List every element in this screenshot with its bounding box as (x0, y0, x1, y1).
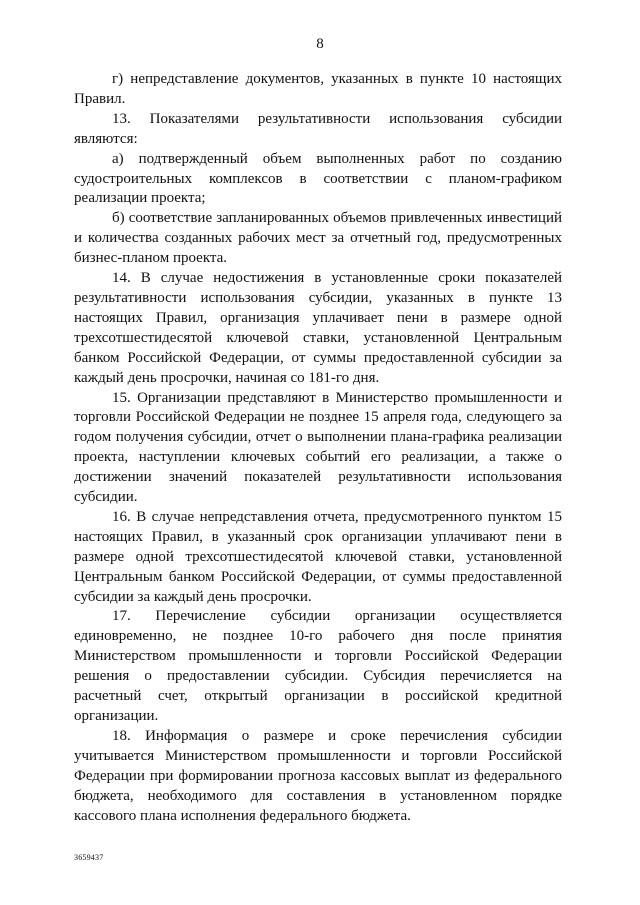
document-code: 3659437 (74, 853, 104, 862)
paragraph-15: 15. Организации представляют в Министерство промышленности и торговли Российской Федерации не позднее 15 апреля года, следующего за годом получения субсидии, отчет о выполнении плана-графика реализации проекта, наступлении ключевых событий его реализации, а также о достижении значений показателей результативности использования субсидии. (74, 389, 562, 506)
paragraph-18: 18. Информация о размере и сроке перечисления субсидии учитывается Министерством промышленности и торговли Российской Федерации при формировании прогноза кассовых выплат из федерального бюджета, необходимого для составления в установленном порядке кассового плана исполнения федерального бюджета. (74, 727, 562, 824)
paragraph-item-b: б) соответствие запланированных объемов привлеченных инвестиций и количества созданных рабочих мест за отчетный год, предусмотренных бизнес-планом проекта. (74, 210, 562, 267)
paragraph-item-a: а) подтвержденный объем выполненных работ по созданию судостроительных комплексов в соответствии с планом-графиком реализации проекта; (74, 150, 562, 207)
page-number: 8 (316, 36, 324, 52)
paragraph-13: 13. Показателями результативности использования субсидии являются: (74, 110, 562, 147)
paragraph-17: 17. Перечисление субсидии организации осуществляется единовременно, не позднее 10-го рабочего дня после принятия Министерством промышленности и торговли Российской Федерации решения о предоставлении субсидии. Субсидия перечисляется на расчетный счет, открытый организации в российской кредитной организации. (74, 608, 562, 724)
document-body (74, 70, 562, 826)
paragraph-item-g: г) непредставление документов, указанных в пункте 10 настоящих Правил. (74, 71, 562, 107)
paragraph-14: 14. В случае недостижения в установленные сроки показателей результативности использования субсидии, указанных в пункте 13 настоящих Правил, организация уплачивает пени в размере одной трехсотшестидесятой ключевой ставки, установленной Центральным банком Российской Федерации, от суммы предоставленной субсидии за каждый день просрочки, начиная со 181-го дня. (74, 270, 562, 386)
paragraph-16: 16. В случае непредставления отчета, предусмотренного пунктом 15 настоящих Правил, в указанный срок организации уплачивают пени в размере одной трехсотшестидесятой ключевой ставки, установленной Центральным банком Российской Федерации, от суммы предоставленной субсидии за каждый день просрочки. (74, 508, 562, 605)
